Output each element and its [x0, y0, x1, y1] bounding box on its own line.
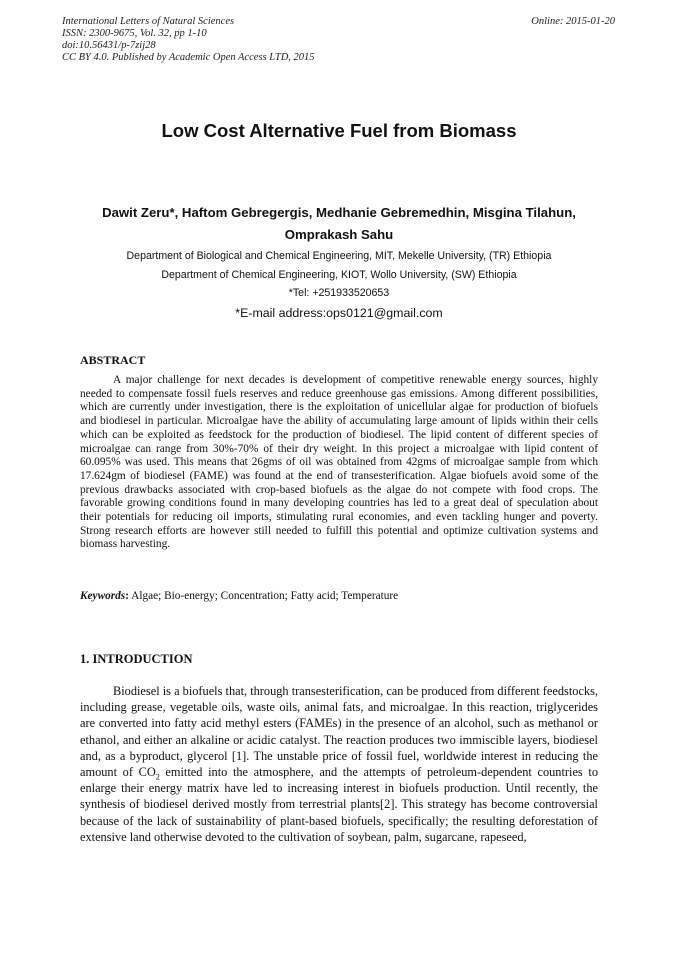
keywords-colon: : — [125, 590, 129, 602]
keywords-label: Keywords — [80, 590, 126, 602]
journal-name: International Letters of Natural Sciences — [62, 16, 235, 27]
affiliation-1: Department of Biological and Chemical Engineering, MIT, Mekelle University, (TR) Ethiopia — [126, 250, 552, 262]
issn-line: ISSN: 2300-9675, Vol. 32, pp 1-10 — [62, 28, 207, 39]
abstract-heading: ABSTRACT — [80, 353, 146, 367]
affiliation-2: Department of Chemical Engineering, KIOT, Wollo University, (SW) Ethiopia — [161, 269, 517, 281]
online-date: Online: 2015-01-20 — [531, 16, 615, 27]
intro-text-part-2: emitted into the atmosphere, and the attempts of petroleum-dependent countries to enlarge their energy matrix have led to increasing interest in biofuels production. Until recently, the synthesis of biodiesel derived mostly from terrestrial plants[2]. This strategy has become controversial because of the lack of sustainability of plant-based biofuels, specifically; the resulting deforestation of extensive land otherwise devoted to the cultivation of soybean, palm, sugarcane, rapeseed, — [80, 765, 598, 844]
telephone: *Tel: +251933520653 — [288, 287, 390, 299]
license-line: CC BY 4.0. Published by Academic Open Access LTD, 2015 — [62, 52, 315, 63]
authors-line-1: Dawit Zeru*, Haftom Gebregergis, Medhanie Gebremedhin, Misgina Tilahun, — [102, 205, 576, 220]
co2-subscript: 2 — [155, 772, 160, 782]
keywords-text: Algae; Bio-energy; Concentration; Fatty acid; Temperature — [128, 590, 399, 602]
authors-line-2: Omprakash Sahu — [284, 227, 394, 242]
abstract-body: A major challenge for next decades is development of competitive renewable energy sources, highly needed to compensate fossil fuels reserves and reduce greenhouse gas emissions. Among different possibilities, which are currently under investigation, there is the exploitation of unicellular algae for production of biofuels and biodiesel in particular. Microalgae have the ability of accumulating large amount of lipids within their cells which can be exploited as feedstock for the production of biodiesel. The lipid content of different species of microalgae can range from 30%-70% of their dry weight. In this project a microalgae with lipid content of 60.095% was used. This means that 26gms of oil was obtained from 42gms of microalgae sample from which 17.624gm of biodiesel (FAME) was found at the end of transesterification. Algae biofuels avoid some of the previous drawbacks associated with crop-based biofuels as the algae do not compete with food crops. The favorable growing conditions found in many developing countries has led to a great deal of speculation about their potentials for reducing oil imports, stimulating rural economies, and even tackling hunger and poverty. Strong research efforts are however still needed to fulfill this potential and optimize cultivation systems and biomass harvesting. — [80, 374, 598, 551]
intro-text-part-1: Biodiesel is a biofuels that, through transesterification, can be produced from different feedstocks, including grease, vegetable oils, waste oils, animal fats, and microalgae. In this reaction, triglycerides are converted into fatty acid methyl esters (FAMEs) in the presence of an alcohol, such as methanol or ethanol, and either an alkaline or acidic catalyst. The reaction produces two immiscible layers, biodiesel and, as a byproduct, glycerol [1]. The unstable price of fossil fuel, worldwide interest in reducing the amount of CO — [80, 684, 598, 780]
journal-header — [62, 16, 315, 64]
introduction-heading: 1. INTRODUCTION — [80, 652, 193, 666]
paper-title: Low Cost Alternative Fuel from Biomass — [161, 120, 517, 141]
keywords — [80, 590, 598, 602]
introduction-body — [80, 683, 598, 845]
author-list — [80, 202, 598, 246]
email-address: *E-mail address:ops0121@gmail.com — [235, 306, 443, 320]
doi-line: doi:10.56431/p-7zij28 — [62, 40, 156, 51]
